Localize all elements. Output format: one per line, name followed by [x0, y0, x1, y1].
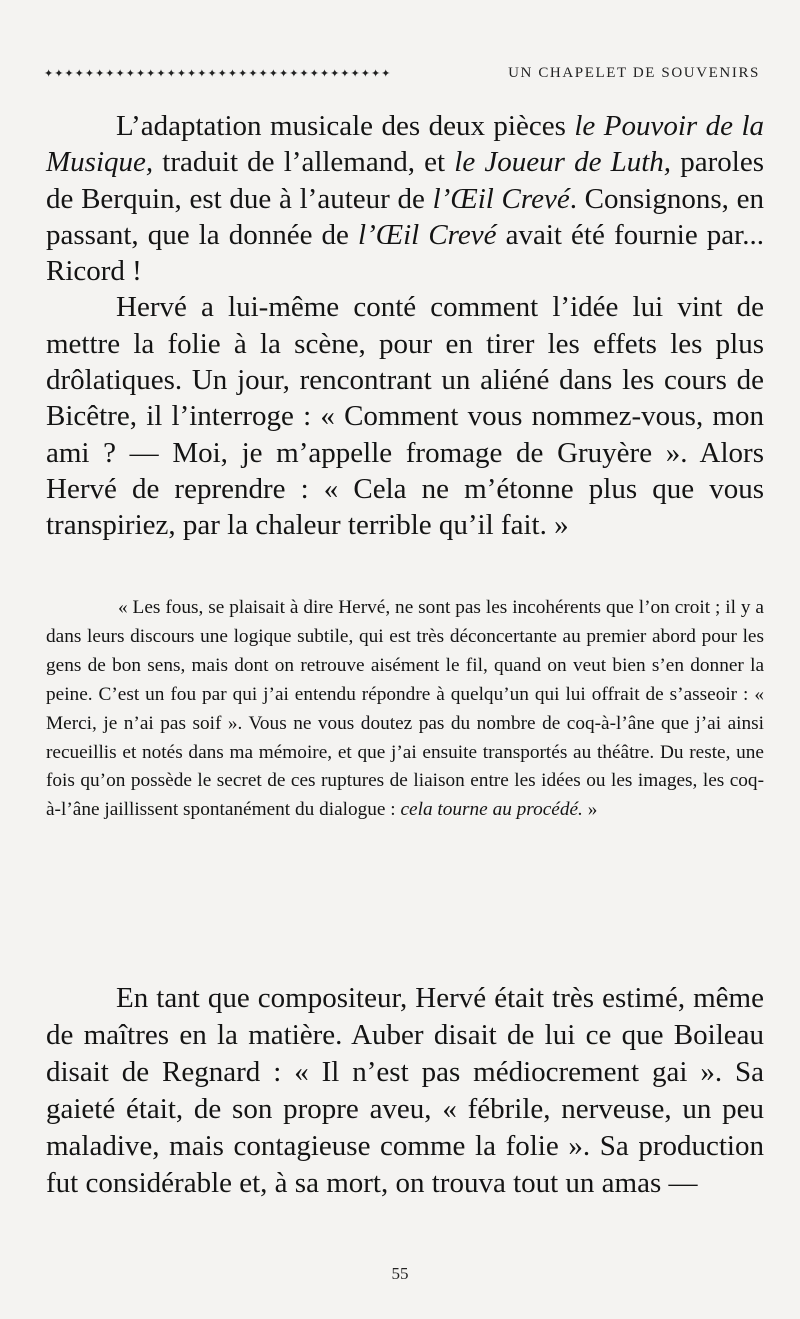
paragraph-composer: En tant que compositeur, Hervé était très estimé, même de maîtres en la matière. Auber disait de lui ce que Boileau disait de Regnard : « Il n’est pas médiocrement gai ». Sa gaieté était, de son propre aveu, « fébrile, nerveuse, un peu maladive, mais contagieuse comme la folie ». Sa production fut considérable et, à sa mort, on trouva tout un amas — — [46, 982, 764, 1199]
header-ornament: ✦✦✦✦✦✦✦✦✦✦✦✦✦✦✦✦✦✦✦✦✦✦✦✦✦✦✦✦✦✦✦✦✦✦ — [44, 66, 392, 80]
paragraph-herve-anecdote: Hervé a lui-même conté comment l’idée lui vint de mettre la folie à la scène, pour en tirer les effets les plus drôlatiques. Un jour, rencontrant un aliéné dans les cours de Bicêtre, il l’interroge : « Comment vous nommez-vous, mon ami ? — Moi, je m’appelle fromage de Gruyère ». Alors Hervé de reprendre : « Cela ne m’étonne plus que vous transpiriez, par la chaleur terrible qu’il fait. » — [46, 291, 764, 542]
work-title: l’Œil Crevé — [358, 218, 497, 251]
paragraph-adaptation — [46, 108, 764, 289]
running-header — [44, 60, 760, 86]
paragraph-text: paroles de Berquin, est due à l’auteur de — [46, 146, 764, 215]
work-title: le Pouvoir de la Musique, — [46, 110, 764, 179]
paragraph-text: L’adaptation musicale des deux pièces — [116, 110, 575, 142]
body-text-top — [46, 108, 764, 544]
running-title: UN CHAPELET DE SOUVENIRS — [508, 64, 760, 81]
work-title: le Joueur de Luth, — [454, 146, 672, 179]
quote-italic: cela tourne au procédé. — [400, 799, 583, 821]
paragraph-text: traduit de l’allemand, et — [153, 146, 455, 179]
quote-close: » — [582, 799, 598, 821]
paragraph-text: . Consignons, en passant, que la donnée de — [46, 182, 764, 251]
quote-text: « Les fous, se plaisait à dire Hervé, ne sont pas les incohérents que l’on croit ; il y a dans leurs discours une logique subtile, qui est très déconcertante au premier abord pour les gens de bon sens, mais dont on retrouve aisément le fil, quand on veut bien s’en donner la peine. C’est un fou par qui j’ai entendu répondre à quelqu’un qui lui offrait de s’asseoir : « Merci, je n’ai pas soif ». Vous ne vous doutez pas du nombre de coq-à-l’âne que j’ai ainsi recueillis et notés dans ma mémoire, et que j’ai ensuite transportés au théâtre. Du reste, une fois qu’on possède le secret de ces ruptures de liaison entre les idées ou les images, les coq-à-l’âne jaillissent spontanément du dialogue : — [46, 597, 764, 821]
quote-paragraph — [46, 594, 764, 825]
page-number: 55 — [391, 1264, 409, 1283]
block-quote — [46, 594, 764, 825]
body-text-bottom — [46, 980, 764, 1202]
paragraph-text: avait été fournie par... Ricord ! — [46, 218, 764, 288]
work-title: l’Œil Crevé — [432, 182, 570, 215]
